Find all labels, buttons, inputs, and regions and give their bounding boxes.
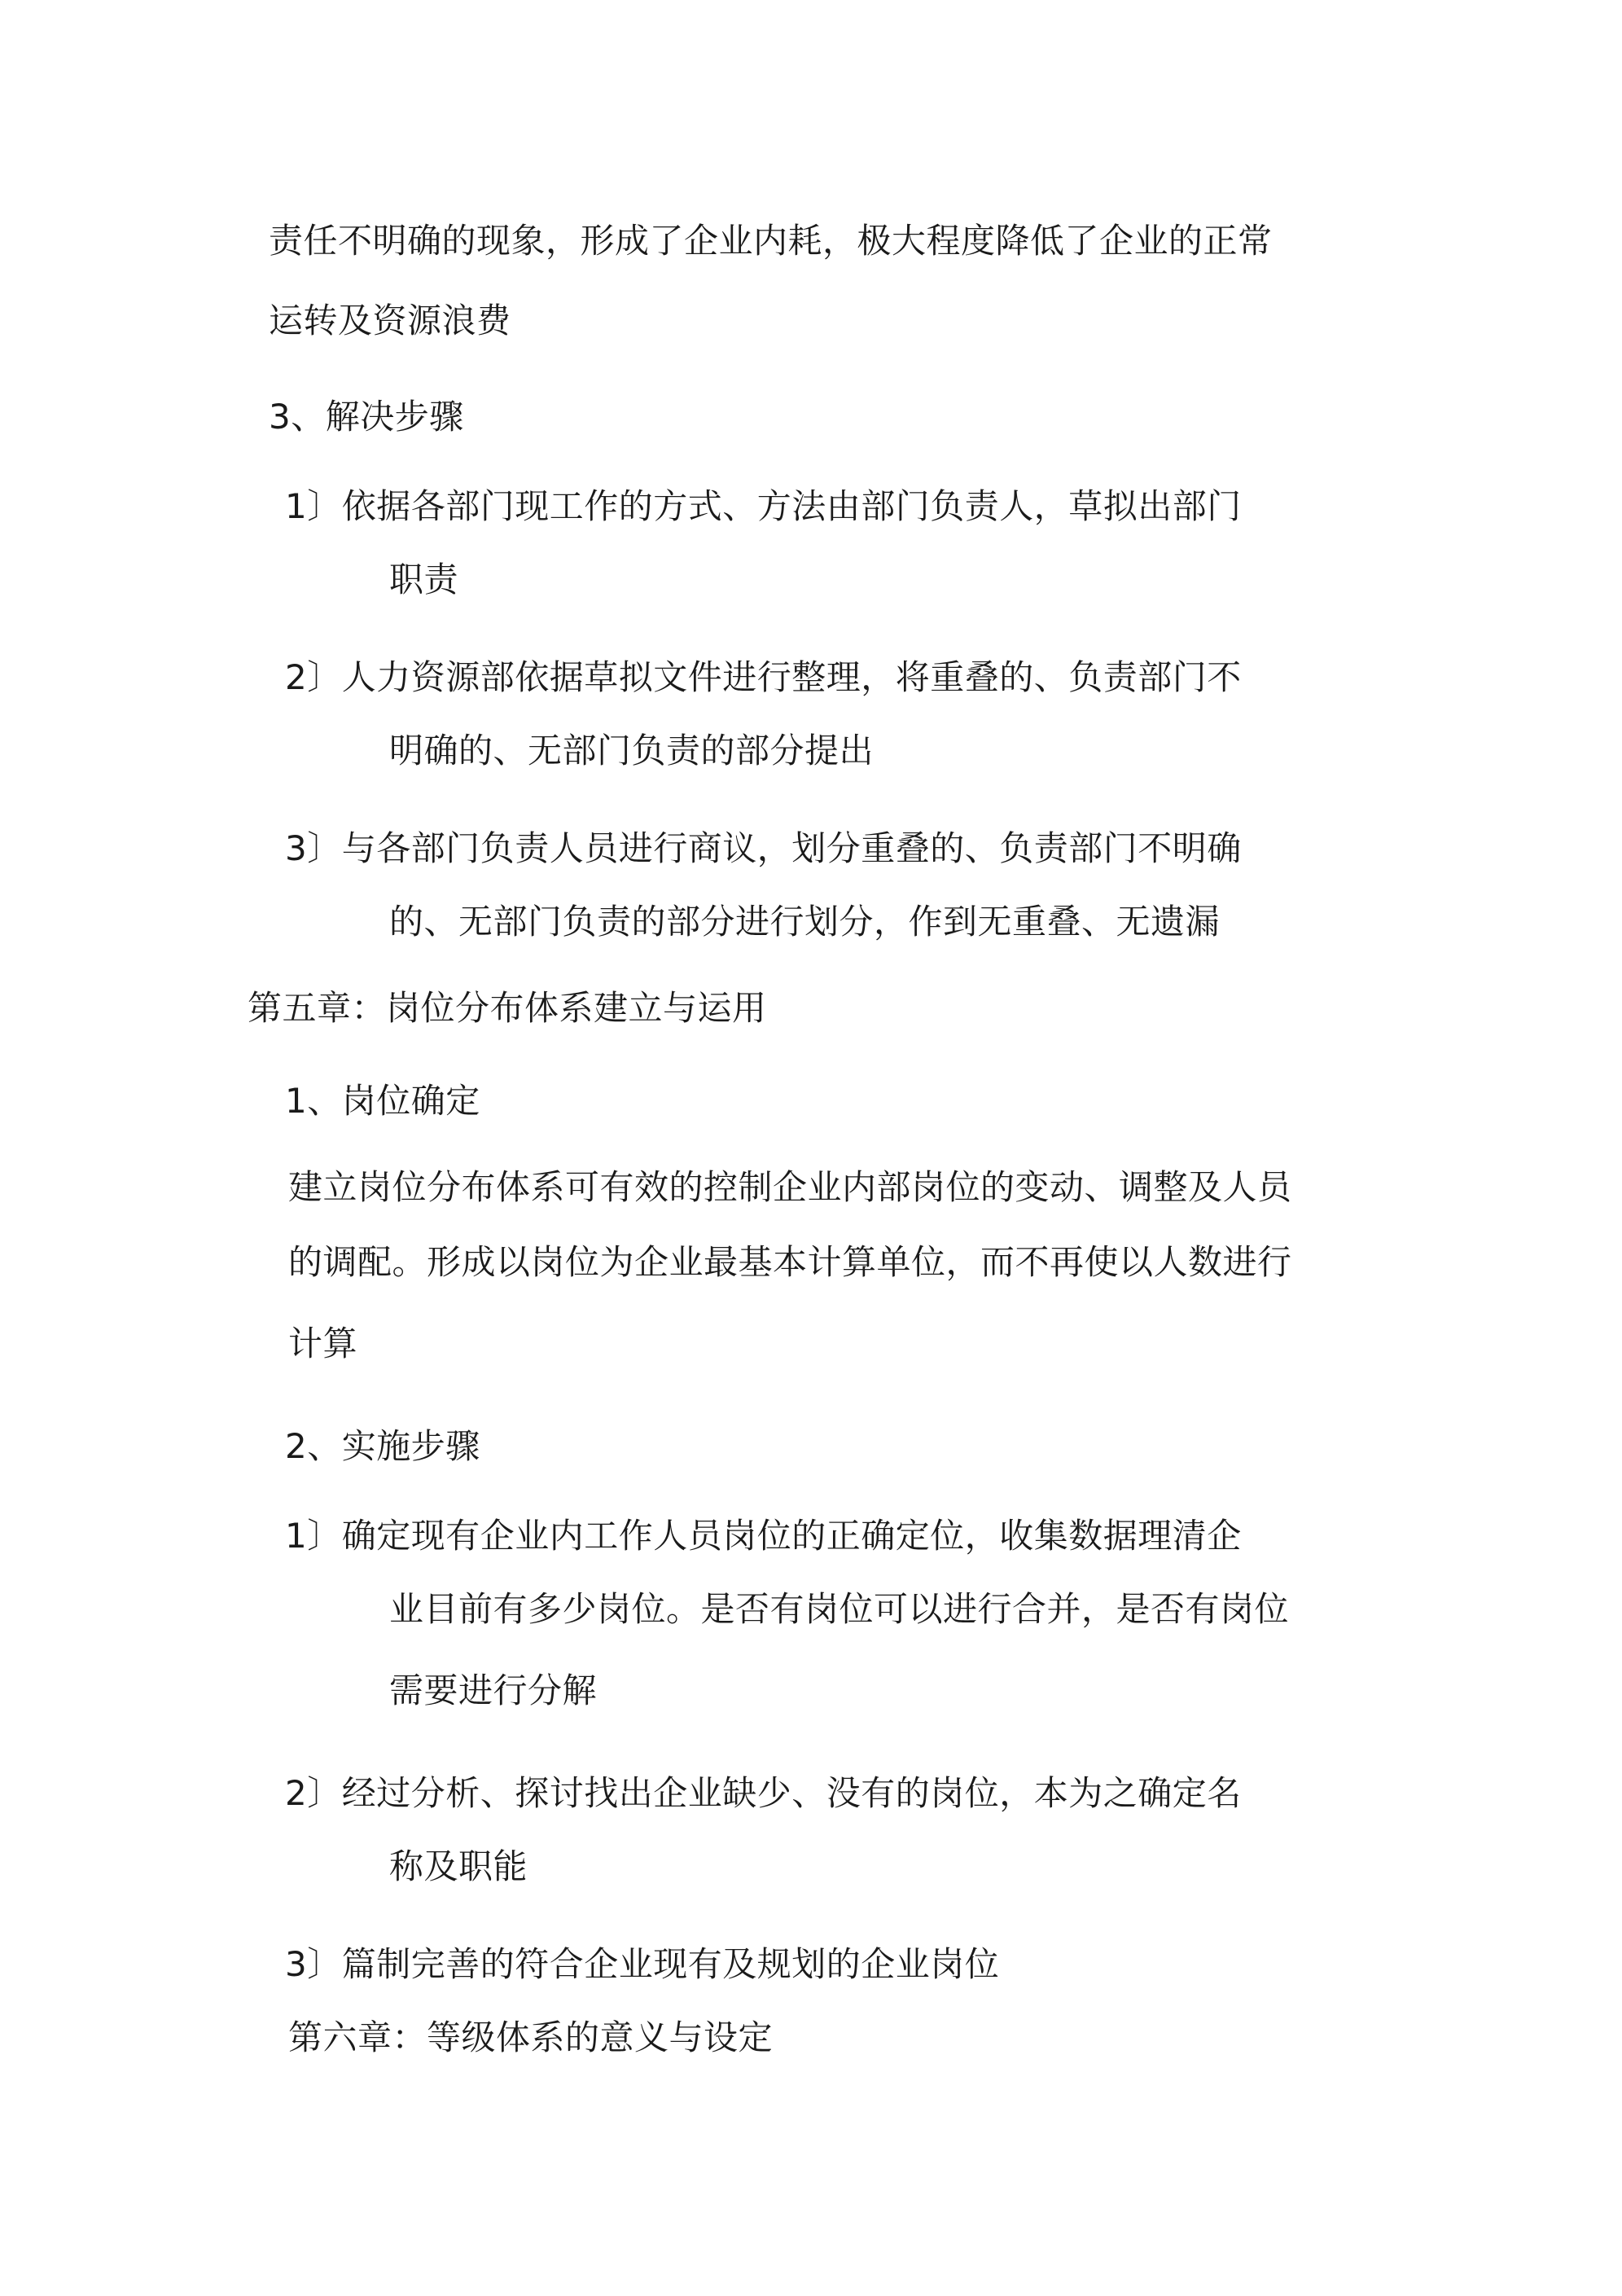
list-item: 3〕篇制完善的符合企业现有及规划的企业岗位 [285, 1944, 1000, 1984]
section-heading: 3、解决步骤 [269, 397, 464, 437]
chapter-heading: 第六章：等级体系的意义与设定 [288, 2017, 774, 2057]
list-item-continuation: 明确的、无部门负责的部分提出 [389, 731, 875, 770]
section-heading: 2、实施步骤 [285, 1426, 480, 1466]
paragraph-line: 计算 [288, 1324, 358, 1363]
list-item: 1〕确定现有企业内工作人员岗位的正确定位，收集数据理清企 [285, 1516, 1242, 1556]
paragraph-line: 运转及资源浪费 [269, 301, 511, 340]
list-item-continuation: 业目前有多少岗位。是否有岗位可以进行合并，是否有岗位 [389, 1589, 1290, 1629]
list-item: 1〕依据各部门现工作的方式、方法由部门负责人，草拟出部门 [285, 486, 1242, 526]
paragraph-line: 责任不明确的现象，形成了企业内耗，极大程度降低了企业的正常 [269, 221, 1273, 261]
paragraph-line: 建立岗位分布体系可有效的控制企业内部岗位的变动、调整及人员 [288, 1167, 1292, 1207]
list-item-continuation: 的、无部门负责的部分进行划分，作到无重叠、无遗漏 [389, 902, 1221, 942]
list-item-continuation: 职责 [389, 560, 459, 599]
list-item: 3〕与各部门负责人员进行商议，划分重叠的、负责部门不明确 [285, 828, 1242, 868]
list-item-continuation: 需要进行分解 [389, 1670, 598, 1710]
list-item: 2〕经过分析、探讨找出企业缺少、没有的岗位，本为之确定名 [285, 1773, 1242, 1813]
list-item: 2〕人力资源部依据草拟文件进行整理，将重叠的、负责部门不 [285, 657, 1242, 697]
chapter-heading: 第五章：岗位分布体系建立与运用 [248, 988, 767, 1028]
list-item-continuation: 称及职能 [389, 1846, 528, 1886]
section-heading: 1、岗位确定 [285, 1081, 480, 1121]
paragraph-line: 的调配。形成以岗位为企业最基本计算单位，而不再使以人数进行 [288, 1242, 1292, 1282]
